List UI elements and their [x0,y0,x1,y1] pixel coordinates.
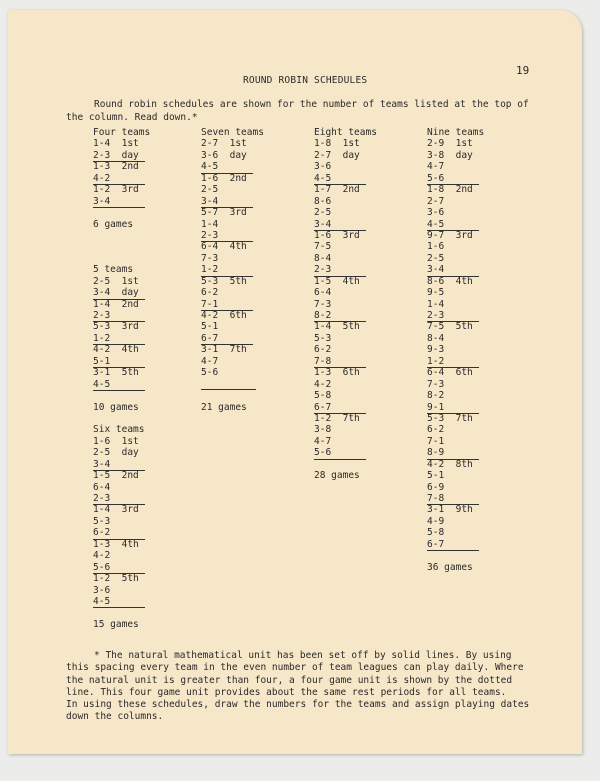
schedule-row: 1-5 4th [314,275,360,287]
five-teams-heading: 5 teams [93,264,134,276]
six-teams-heading: Six teams [93,424,145,436]
schedule-row: 1-4 2nd [93,298,139,310]
schedule-row: 2-3 day [93,150,145,162]
schedule-row: 3-6 [427,207,445,219]
column-end-line [201,379,256,390]
schedule-row: 1-4 5th [314,321,360,333]
schedule-column-3 [314,127,377,482]
schedule-row: 4-5 [427,219,479,231]
schedule-row: 5-3 [314,332,332,344]
schedule-row: 1-3 4th [93,538,139,550]
schedule-row: 4-9 [427,515,445,527]
schedule-row: 3-4 [201,196,253,208]
schedule-row: 7-1 [427,435,445,447]
schedule-row: 2-9 1st [427,138,473,150]
schedule-row: 1-8 1st [314,138,360,150]
schedule-column-2 [201,127,264,413]
schedule-row: 2-7 [427,195,445,207]
schedule-row: 1-6 [427,241,445,253]
schedule-row: 4-2 [93,173,145,185]
footnote-line: the natural unit is greater than four, a four game unit is shown by the dotted [66,674,513,686]
schedule-row: 3-8 [314,424,332,436]
schedule-row: 8-4 [314,252,332,264]
schedule-row: 3-6 day [201,149,247,161]
schedule-row: 4-2 6th [201,310,247,321]
schedule-row: 2-5 [201,184,219,196]
schedule-row: 7-5 5th [427,321,473,333]
schedule-row: 6-2 [427,424,445,436]
schedule-row: 1-7 2nd [314,184,360,196]
schedule-row: 1-6 1st [93,435,139,447]
schedule-row: 3-1 7th [201,344,247,356]
schedule-row: 5-3 7th [427,412,473,424]
eight-teams-heading: Eight teams [314,127,377,138]
schedule-row: 4-5 [314,173,366,185]
schedule-row: 5-3 3rd [93,321,139,333]
schedule-row: 3-8 day [427,149,473,161]
footnote-line: down the columns. [66,711,164,723]
eight-teams-total: 28 games [314,470,360,482]
schedule-row: 4-2 [314,378,332,390]
schedule-row: 6-2 [93,527,145,539]
nine-teams-total: 36 games [427,561,473,573]
schedule-row: 8-2 [314,310,366,322]
schedule-row: 3-6 [314,161,332,173]
schedule-row: 6-4 6th [427,367,473,379]
schedule-row: 4-5 [93,596,145,608]
seven-teams-heading: Seven teams [201,127,264,138]
schedule-row: 7-3 [427,378,445,390]
schedule-row: 3-1 5th [93,367,139,379]
schedule-row: 1-4 3rd [93,504,139,516]
schedule-row: 4-7 [201,355,219,367]
schedule-row: 2-3 [93,310,145,322]
schedule-row: 8-4 [427,332,445,344]
schedule-row: 1-3 2nd [93,161,139,173]
schedule-row: 1-8 2nd [427,184,473,196]
schedule-row: 4-7 [427,161,445,173]
schedule-row: 5-1 [201,321,219,333]
footnote-line: line. This four game unit provides about the same rest periods for all teams. [66,686,507,698]
schedule-row: 2-3 [427,310,479,322]
schedule-row: 5-6 [93,562,145,574]
document-title: ROUND ROBIN SCHEDULES [243,75,368,86]
schedule-row: 1-3 6th [314,367,360,379]
schedule-row: 5-8 [314,390,332,402]
six-teams-total: 15 games [93,618,139,630]
schedule-row: 4-5 [201,161,253,173]
schedule-row: 1-4 [201,218,219,230]
schedule-row: 8-6 [314,195,332,207]
schedule-row: 6-7 [427,539,479,551]
schedule-row: 1-2 [201,264,253,276]
schedule-row: 6-7 [201,333,253,345]
schedule-row: 3-4 [427,264,479,276]
schedule-row: 6-7 [314,402,366,414]
schedule-row: 4-5 [93,379,145,391]
seven-teams-total: 21 games [201,401,247,413]
schedule-row: 1-6 2nd [201,172,247,184]
schedule-row: 3-1 9th [427,504,473,516]
schedule-row: 1-2 5th [93,573,139,585]
schedule-row: 3-4 [93,459,145,471]
schedule-row: 2-5 [427,252,445,264]
schedule-column-1 [93,127,150,630]
intro-line-1: Round robin schedules are shown for the number of teams listed at the top of [94,99,529,110]
schedule-row: 7-5 [314,241,332,253]
schedule-row: 6-2 [314,344,332,356]
schedule-row: 3-4 [93,196,145,208]
schedule-row: 4-2 [93,550,111,562]
schedule-row: 5-3 [93,515,111,527]
footnote-line: * The natural mathematical unit has been set off by solid lines. By using [94,650,512,661]
schedule-row: 2-7 1st [201,138,247,150]
schedule-row: 1-4 1st [93,138,139,150]
schedule-row: 5-1 [93,356,145,368]
schedule-row: 5-8 [427,527,445,539]
schedule-row: 9-5 [427,287,445,299]
schedule-row: 8-6 4th [427,275,473,287]
schedule-row: 5-3 5th [201,275,247,287]
page-number: 19 [516,64,530,77]
footnote-line: In using these schedules, draw the numbers for the teams and assign playing dates [66,699,530,711]
schedule-row: 2-5 [314,207,332,219]
schedule-row: 9-7 3rd [427,229,473,241]
footnote-line: this spacing every team in the even number of team leagues can play daily. Where [66,662,524,674]
schedule-row: 7-3 [201,252,219,264]
schedule-column-4 [427,127,484,573]
schedule-row: 4-7 [314,435,332,447]
five-teams-total: 10 games [93,401,139,413]
schedule-row: 1-5 2nd [93,470,139,482]
schedule-row: 4-2 4th [93,344,139,356]
schedule-row: 1-2 [93,333,145,345]
schedule-row: 6-9 [427,481,445,493]
schedule-row: 2-3 [314,264,366,276]
schedule-row: 5-6 [201,367,219,379]
schedule-row: 1-2 7th [314,412,360,424]
schedule-row: 5-6 [314,447,366,459]
schedule-row: 5-1 [427,470,445,482]
schedule-row: 6-4 [93,481,111,493]
schedule-row: 8-9 [427,447,479,459]
schedule-row: 2-5 1st [93,275,139,287]
schedule-row: 4-2 8th [427,458,473,470]
schedule-row: 6-4 [314,287,332,299]
schedule-row: 5-6 [427,173,479,185]
schedule-row: 6-4 4th [201,241,247,253]
nine-teams-heading: Nine teams [427,127,485,138]
footnote [66,650,546,724]
document-page [8,10,582,754]
four-teams-total: 6 games [93,218,134,230]
schedule-row: 3-4 [314,219,366,231]
schedule-row: 7-8 [427,493,479,505]
schedule-row: 2-7 day [314,149,360,161]
schedule-row: 7-1 [201,299,253,311]
four-teams-heading: Four teams [93,127,151,138]
schedule-row: 1-4 [427,298,445,310]
intro-paragraph [66,99,546,124]
schedule-row: 2-3 [201,230,253,242]
schedule-row: 1-2 [427,356,479,368]
intro-line-2: the column. Read down.* [66,111,198,123]
schedule-row: 7-3 [314,298,332,310]
schedule-row: 1-6 3rd [314,229,360,241]
schedule-row: 1-2 3rd [93,184,139,196]
schedule-row: 6-2 [201,287,219,299]
schedule-row: 9-3 [427,344,445,356]
schedule-row: 2-3 [93,493,145,505]
schedule-row: 3-6 [93,584,111,596]
schedule-row: 7-8 [314,356,366,368]
schedule-row: 3-4 day [93,287,145,299]
schedule-row: 2-5 day [93,447,139,459]
schedule-row: 9-1 [427,402,479,414]
schedule-row: 5-7 3rd [201,207,247,219]
schedule-row: 8-2 [427,390,445,402]
